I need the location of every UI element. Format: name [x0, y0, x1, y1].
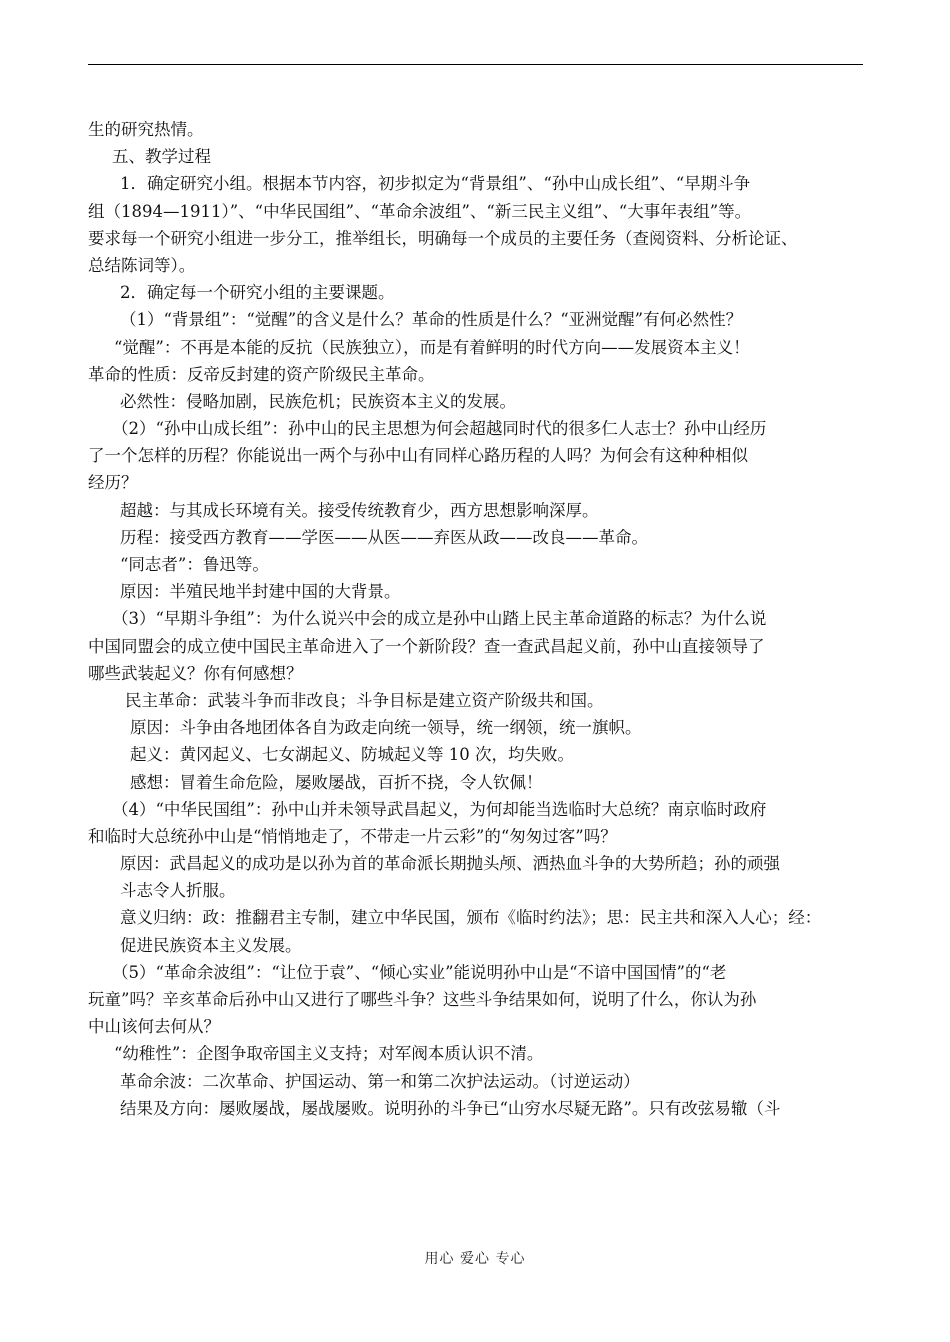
text-line: 五、教学过程 [112, 147, 211, 167]
text-line: （3）“早期斗争组”：为什么说兴中会的成立是孙中山踏上民主革命道路的标志？为什么说 [112, 609, 767, 629]
text-line: 必然性：侵略加剧，民族危机；民族资本主义的发展。 [120, 391, 516, 411]
text-line: 斗志令人折服。 [120, 881, 236, 901]
text-line: （4）“中华民国组”：孙中山并未领导武昌起义，为何却能当选临时大总统？南京临时政府 [112, 799, 767, 819]
text-line: “同志者”：鲁迅等。 [120, 555, 269, 574]
text-line: 中国同盟会的成立使中国民主革命进入了一个新阶段？查一查武昌起义前，孙中山直接领导了 [88, 636, 765, 656]
header-rule [88, 64, 863, 65]
text-line: 革命的性质：反帝反封建的资产阶级民主革命。 [88, 364, 435, 384]
text-line: 经历？ [88, 473, 138, 493]
text-line: “觉醒”：不再是本能的反抗（民族独立），而是有着鲜明的时代方向——发展资本主义！ [114, 337, 750, 357]
text-line: 感想：冒着生命危险，屡败屡战，百折不挠，令人钦佩！ [130, 772, 543, 792]
text-line: 起义：黄冈起义、七女湖起义、防城起义等 10 次，均失败。 [130, 745, 574, 765]
text-line: 中山该何去何从？ [88, 1017, 220, 1037]
text-line: 结果及方向：屡败屡战，屡战屡败。说明孙的斗争已“山穷水尽疑无路”。只有改弦易辙（斗 [120, 1098, 781, 1118]
text-line: 原因：斗争由各地团体各自为政走向统一领导，统一纲领，统一旗帜。 [130, 718, 642, 738]
text-line: 和临时大总统孙中山是“悄悄地走了，不带走一片云彩”的“匆匆过客”吗？ [88, 826, 617, 846]
text-line: （5）“革命余波组”：“让位于袁”、“倾心实业”能说明孙中山是“不谙中国国情”的“老 [112, 962, 727, 982]
text-line: 原因：武昌起义的成功是以孙为首的革命派长期抛头颅、洒热血斗争的大势所趋；孙的顽强 [120, 854, 780, 874]
text-line: 原因：半殖民地半封建中国的大背景。 [120, 582, 401, 602]
text-line: 超越：与其成长环境有关。接受传统教育少，西方思想影响深厚。 [120, 500, 599, 520]
text-line: 促进民族资本主义发展。 [120, 935, 302, 955]
text-line: 组（1894—1911）”、“中华民国组”、“革命余波组”、“新三民主义组”、“大事年表组”等。 [88, 201, 752, 221]
text-line: 1．确定研究小组。根据本节内容，初步拟定为“背景组”、“孙中山成长组”、“早期斗争 [120, 174, 751, 194]
text-line: 总结陈词等）。 [88, 255, 196, 275]
text-line: 民主革命：武装斗争而非改良；斗争目标是建立资产阶级共和国。 [125, 690, 604, 710]
text-line: “幼稚性”：企图争取帝国主义支持；对军阀本质认识不清。 [114, 1044, 544, 1064]
text-line: 2．确定每一个研究小组的主要课题。 [120, 283, 395, 303]
text-line: 革命余波：二次革命、护国运动、第一和第二次护法运动。（讨逆运动） [120, 1071, 640, 1091]
text-line: 要求每一个研究小组进一步分工，推举组长，明确每一个成员的主要任务（查阅资料、分析论证、 [88, 228, 798, 248]
text-line: （2）“孙中山成长组”：孙中山的民主思想为何会超越同时代的很多仁人志士？孙中山经历 [112, 419, 767, 439]
text-line: 玩童”吗？辛亥革命后孙中山又进行了哪些斗争？这些斗争结果如何，说明了什么，你认为孙 [88, 990, 757, 1009]
document-body [88, 116, 864, 1122]
text-line: 了一个怎样的历程？你能说出一两个与孙中山有同样心路历程的人吗？为何会有这种种相似 [88, 446, 748, 466]
text-line: 生的研究热情。 [88, 120, 204, 139]
text-line: 哪些武装起义？你有何感想？ [88, 663, 303, 683]
page-footer: 用心 爱心 专心 [424, 1251, 526, 1267]
text-line: 历程：接受西方教育——学医——从医——弃医从政——改良——革命。 [120, 527, 648, 547]
text-line: （1）“背景组”：“觉醒”的含义是什么？革命的性质是什么？“亚洲觉醒”有何必然性？ [120, 310, 743, 330]
text-line: 意义归纳：政：推翻君主专制，建立中华民国，颁布《临时约法》；思：民主共和深入人心；经： [120, 908, 822, 928]
